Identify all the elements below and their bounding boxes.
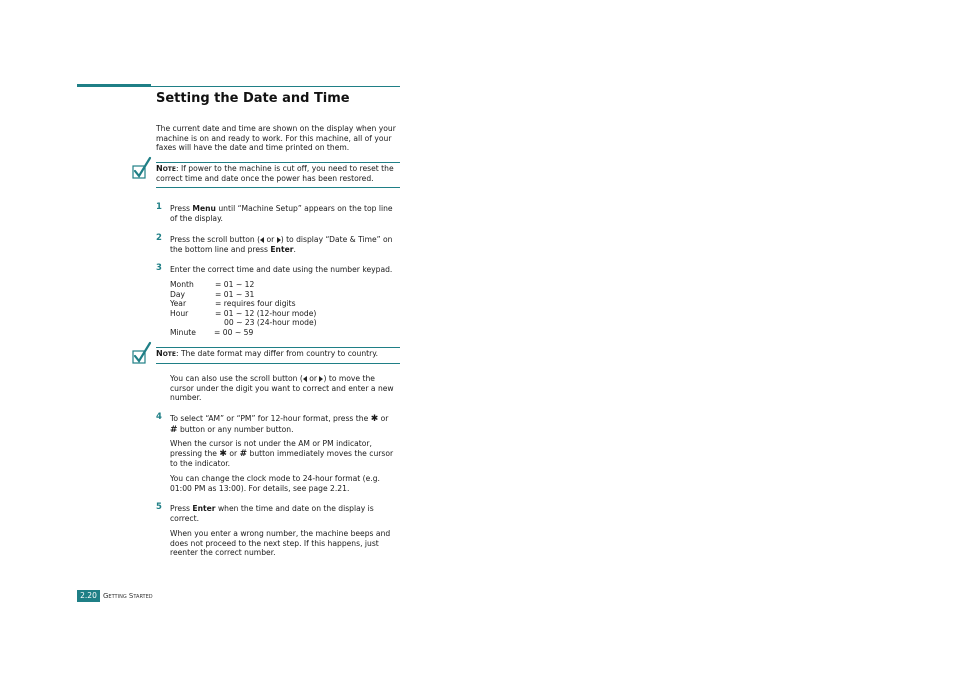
enter-key-label: Enter [192, 504, 216, 513]
hash-key-icon: # [170, 424, 178, 435]
step-text-part: or [264, 235, 277, 244]
chapter-name: Getting Started [103, 592, 153, 600]
range-value: = 01 ~ 12 [215, 280, 255, 289]
step-text-part: To select “AM” or “PM” for 12-hour format, press the [170, 414, 371, 423]
range-key: Hour [170, 309, 189, 318]
note-text: : If power to the machine is cut off, you need to reset the correct time and date once the power has been restored. [156, 164, 394, 183]
step-text-part: when the time and date on the display is correct. [170, 504, 374, 523]
step-text-part: Press [170, 204, 193, 213]
step-number: 2 [156, 233, 162, 243]
step-text [170, 414, 400, 435]
step-text-part: button immediately moves the cursor to the indicator. [170, 448, 394, 469]
note-label: Note [156, 164, 176, 173]
range-value: = requires four digits [215, 299, 296, 308]
step-paragraph: You can change the clock mode to 24-hour format (e.g. 01:00 PM as 13:00). For details, see page 2.21. [170, 474, 380, 493]
step-number: 3 [156, 263, 162, 273]
range-key: Month [170, 280, 194, 289]
step-text: Enter the correct time and date using the number keypad. [170, 265, 393, 274]
range-value: = 00 ~ 59 [214, 328, 254, 337]
range-value: = 01 ~ 12 (12-hour mode) [215, 309, 317, 318]
range-key: Year [170, 299, 187, 308]
range-value: 00 ~ 23 (24-hour mode) [224, 318, 317, 327]
step-text-part: or [226, 448, 240, 458]
range-value: = 01 ~ 31 [215, 290, 255, 299]
hash-key-icon: # [239, 448, 248, 459]
tip-text-part: ) to move the cursor under the digit you want to correct and enter a new number. [170, 374, 394, 403]
step-text-part: ) to display “Date & Time” on the bottom line and press [170, 235, 393, 254]
note-box [156, 162, 400, 188]
step-paragraph [170, 439, 400, 469]
step-text-part: Press [170, 504, 193, 513]
step-text-part: until “Machine Setup” appears on the top line of the display. [170, 204, 393, 223]
note-box [156, 347, 400, 364]
star-key-icon: ✱ [219, 448, 227, 459]
section-rule-accent [77, 84, 151, 87]
step-number: 4 [156, 412, 162, 422]
section-rule [151, 86, 400, 87]
note-checkmark-icon [131, 341, 153, 369]
step-number: 5 [156, 502, 162, 512]
step-text [170, 504, 400, 523]
step-text-part: button or any number button. [177, 424, 294, 434]
note-checkmark-icon [131, 156, 153, 184]
step-paragraph: When you enter a wrong number, the machine beeps and does not proceed to the next step. If this happens, just reenter the correct number. [170, 529, 391, 558]
tip-text-part: or [306, 374, 320, 383]
step-text-part: . [293, 244, 296, 254]
range-key: Day [170, 290, 185, 299]
note-label: Note [156, 349, 176, 358]
step-text-part: Press the scroll button ( [170, 235, 261, 244]
intro-paragraph: The current date and time are shown on the display when your machine is on and ready to work. For this machine, all of your faxes will have the date and time printed on them. [156, 124, 396, 153]
scroll-tip-paragraph [170, 374, 400, 403]
step-text-part: When the cursor is not under the AM or PM indicator, pressing the [170, 439, 372, 458]
step-text-part: or [378, 414, 389, 423]
tip-text-part: You can also use the scroll button ( [170, 374, 303, 383]
step-number: 1 [156, 202, 162, 212]
range-key: Minute [170, 328, 196, 337]
menu-key-label: Menu [192, 204, 216, 213]
star-key-icon: ✱ [370, 414, 379, 424]
step-text [170, 204, 400, 223]
page-number-badge: 2.20 [77, 590, 100, 602]
note-text: : The date format may differ from country to country. [176, 349, 379, 358]
step-text [170, 235, 400, 254]
page-title: Setting the Date and Time [156, 91, 350, 106]
enter-key-label: Enter [270, 244, 294, 254]
